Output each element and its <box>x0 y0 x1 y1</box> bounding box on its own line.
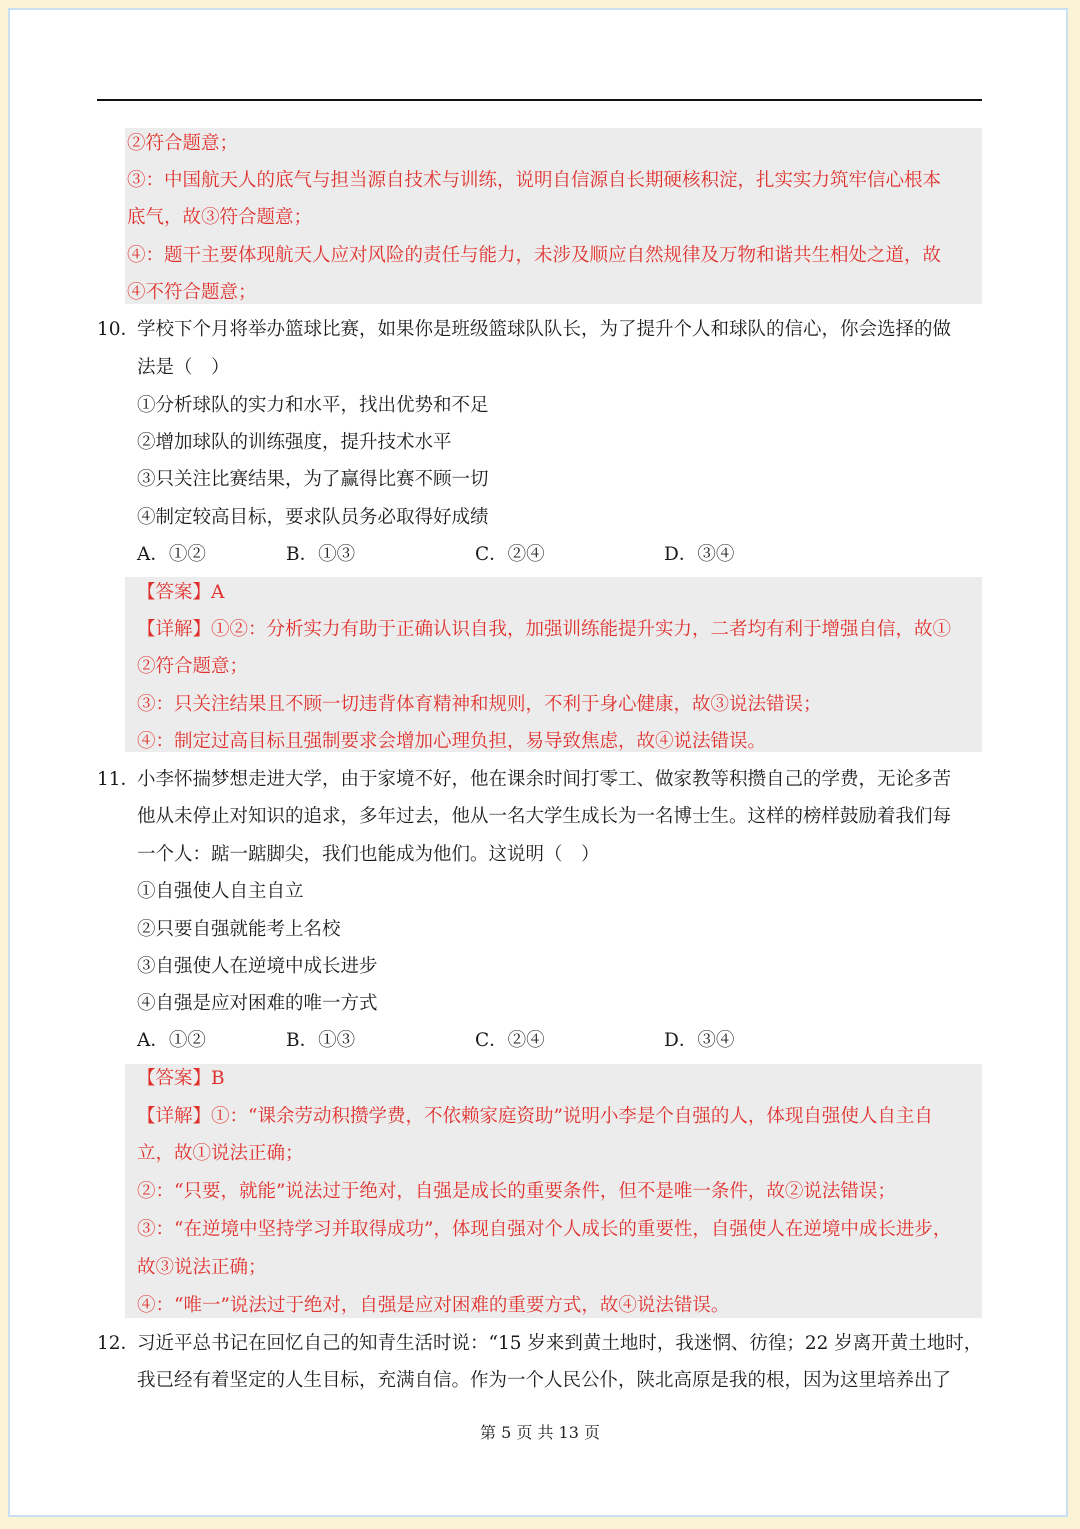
question-stem: 我已经有着坚定的人生目标，充满自信。作为一个人民公仆，陕北高原是我的根，因为这里培养出了 <box>137 1370 952 1391</box>
page-footer: 第 5 页 共 13 页 <box>480 1423 600 1442</box>
question-item: ③自强使人在逆境中成长进步 <box>137 956 378 977</box>
question-stem: 他从未停止对知识的追求，多年过去，他从一名大学生成长为一名博士生。这样的榜样鼓励着我们每 <box>137 806 952 827</box>
question-item: ②增加球队的训练强度，提升技术水平 <box>137 432 452 453</box>
explanation-line: ③：“在逆境中坚持学习并取得成功”，体现自强对个人成长的重要性，自强使人在逆境中成长进步， <box>137 1219 952 1240</box>
explanation-line: ④：题干主要体现航天人应对风险的责任与能力，未涉及顺应自然规律及万物和谐共生相处之道，故 <box>127 245 942 266</box>
answer-box-q10 <box>125 577 982 752</box>
question-item: ①分析球队的实力和水平，找出优势和不足 <box>137 395 489 416</box>
explanation-line: 底气，故③符合题意； <box>127 207 313 228</box>
explanation-line: 故③说法正确； <box>137 1257 267 1278</box>
explanation-line: ④不符合题意； <box>127 282 257 303</box>
option-a: A．①② <box>137 1030 206 1051</box>
question-number: 10． <box>97 319 140 340</box>
answer-label: 【答案】A <box>137 582 225 603</box>
question-item: ①自强使人自主自立 <box>137 881 304 902</box>
question-item: ②只要自强就能考上名校 <box>137 919 341 940</box>
question-stem: 小李怀揣梦想走进大学，由于家境不好，他在课余时间打零工、做家教等积攒自己的学费，无论多苦 <box>137 769 952 790</box>
answer-label: 【答案】B <box>137 1068 225 1089</box>
question-number: 11． <box>97 769 140 790</box>
explanation-line: ②：“只要，就能”说法过于绝对，自强是成长的重要条件，但不是唯一条件，故②说法错误； <box>137 1181 896 1202</box>
explanation-line: ④：“唯一”说法过于绝对，自强是应对困难的重要方式，故④说法错误。 <box>137 1295 730 1316</box>
explanation-line: 【详解】①②：分析实力有助于正确认识自我，加强训练能提升实力，二者均有利于增强自信，故① <box>137 619 952 640</box>
option-a: A．①② <box>137 544 206 565</box>
question-item: ④制定较高目标，要求队员务必取得好成绩 <box>137 507 489 528</box>
question-number: 12． <box>97 1333 140 1354</box>
explanation-line: ③：中国航天人的底气与担当源自技术与训练，说明自信源自长期硬核积淀，扎实实力筑牢信心根本 <box>127 170 942 191</box>
option-c: C．②④ <box>475 544 545 565</box>
question-stem: 法是（ ） <box>137 357 230 378</box>
question-item: ③只关注比赛结果，为了赢得比赛不顾一切 <box>137 469 489 490</box>
explanation-line: ④：制定过高目标且强制要求会增加心理负担，易导致焦虑，故④说法错误。 <box>137 731 767 752</box>
option-b: B．①③ <box>286 1030 356 1051</box>
question-stem: 习近平总书记在回忆自己的知青生活时说：“15 岁来到黄土地时，我迷惘、彷徨；22 岁离开黄土地时， <box>137 1333 983 1354</box>
option-b: B．①③ <box>286 544 356 565</box>
explanation-line: ③：只关注结果且不顾一切违背体育精神和规则，不利于身心健康，故③说法错误； <box>137 694 822 715</box>
option-c: C．②④ <box>475 1030 545 1051</box>
option-d: D．③④ <box>664 1030 735 1051</box>
question-item: ④自强是应对困难的唯一方式 <box>137 993 378 1014</box>
question-stem: 学校下个月将举办篮球比赛，如果你是班级篮球队队长，为了提升个人和球队的信心，你会选择的做 <box>137 319 952 340</box>
explanation-line: 【详解】①：“课余劳动积攒学费，不依赖家庭资助”说明小李是个自强的人，体现自强使人自主自 <box>137 1106 933 1127</box>
header-rule <box>97 99 982 101</box>
question-stem: 一个人：踮一踮脚尖，我们也能成为他们。这说明（ ） <box>137 844 600 865</box>
option-d: D．③④ <box>664 544 735 565</box>
explanation-line: ②符合题意； <box>127 133 239 154</box>
explanation-line: 立，故①说法正确； <box>137 1143 304 1164</box>
explanation-line: ②符合题意； <box>137 656 249 677</box>
